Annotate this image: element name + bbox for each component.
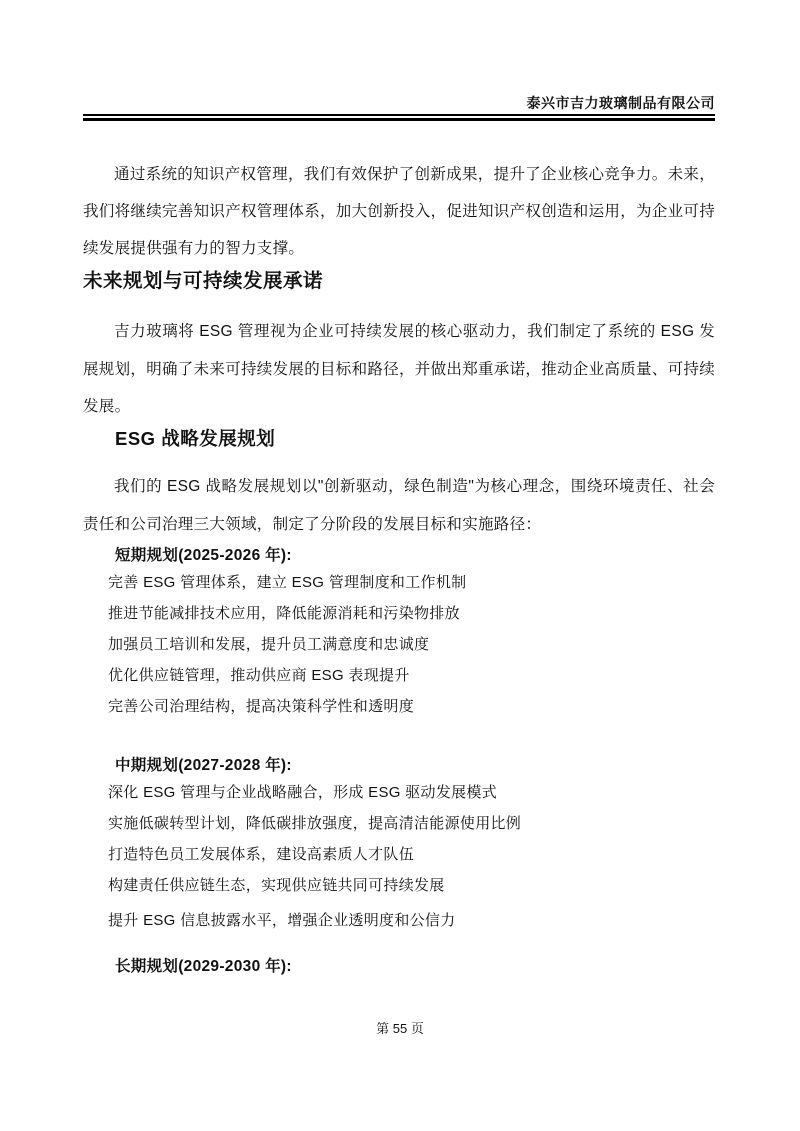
list-item: 完善公司治理结构，提高决策科学性和透明度 [108,697,415,715]
page-number-footer: 第 55 页 [376,1021,424,1036]
intro-paragraph: 通过系统的知识产权管理，我们有效保护了创新成果，提升了企业核心竞争力。未来，我们将继续完善知识产权管理体系，加大创新投入，促进知识产权创造和运用，为企业可持续发展提供强有力的智力支撑。 [83,166,716,257]
subsection-paragraph: 我们的 ESG 战略发展规划以"创新驱动，绿色制造"为核心理念，围绕环境责任、社会责任和公司治理三大领域，制定了分阶段的发展目标和实施路径： [83,477,715,533]
plan-title-long-term: 长期规划(2029-2030 年): [115,957,292,975]
page-header-company-name: 泰兴市吉力玻璃制品有限公司 [526,95,715,111]
list-item: 提升 ESG 信息披露水平，增强企业透明度和公信力 [108,911,456,929]
header-double-rule [83,114,715,121]
list-item: 构建责任供应链生态，实现供应链共同可持续发展 [108,876,445,894]
list-item: 优化供应链管理，推动供应商 ESG 表现提升 [108,666,410,684]
list-item: 推进节能减排技术应用，降低能源消耗和污染物排放 [108,604,460,622]
section-paragraph: 吉力玻璃将 ESG 管理视为企业可持续发展的核心驱动力，我们制定了系统的 ESG 发展规划，明确了未来可持续发展的目标和路径，并做出郑重承诺，推动企业高质量、可持续发展。 [83,323,716,415]
plan-title-mid-term: 中期规划(2027-2028 年): [115,756,292,774]
list-item: 实施低碳转型计划，降低碳排放强度，提高清洁能源使用比例 [108,814,522,832]
list-item: 深化 ESG 管理与企业战略融合，形成 ESG 驱动发展模式 [108,783,498,801]
header-rule-bottom-line [83,118,715,121]
mid-term-plan-list [83,777,715,936]
list-item: 打造特色员工发展体系，建设高素质人才队伍 [108,845,415,863]
subsection-title-esg-strategy: ESG 战略发展规划 [115,427,276,449]
list-item: 加强员工培训和发展，提升员工满意度和忠诚度 [108,635,430,653]
section-title-future-planning: 未来规划与可持续发展承诺 [83,270,324,292]
plan-title-short-term: 短期规划(2025-2026 年): [115,546,292,564]
list-item: 完善 ESG 管理体系，建立 ESG 管理制度和工作机制 [108,573,467,591]
short-term-plan-list [83,567,715,722]
document-body [83,150,715,978]
